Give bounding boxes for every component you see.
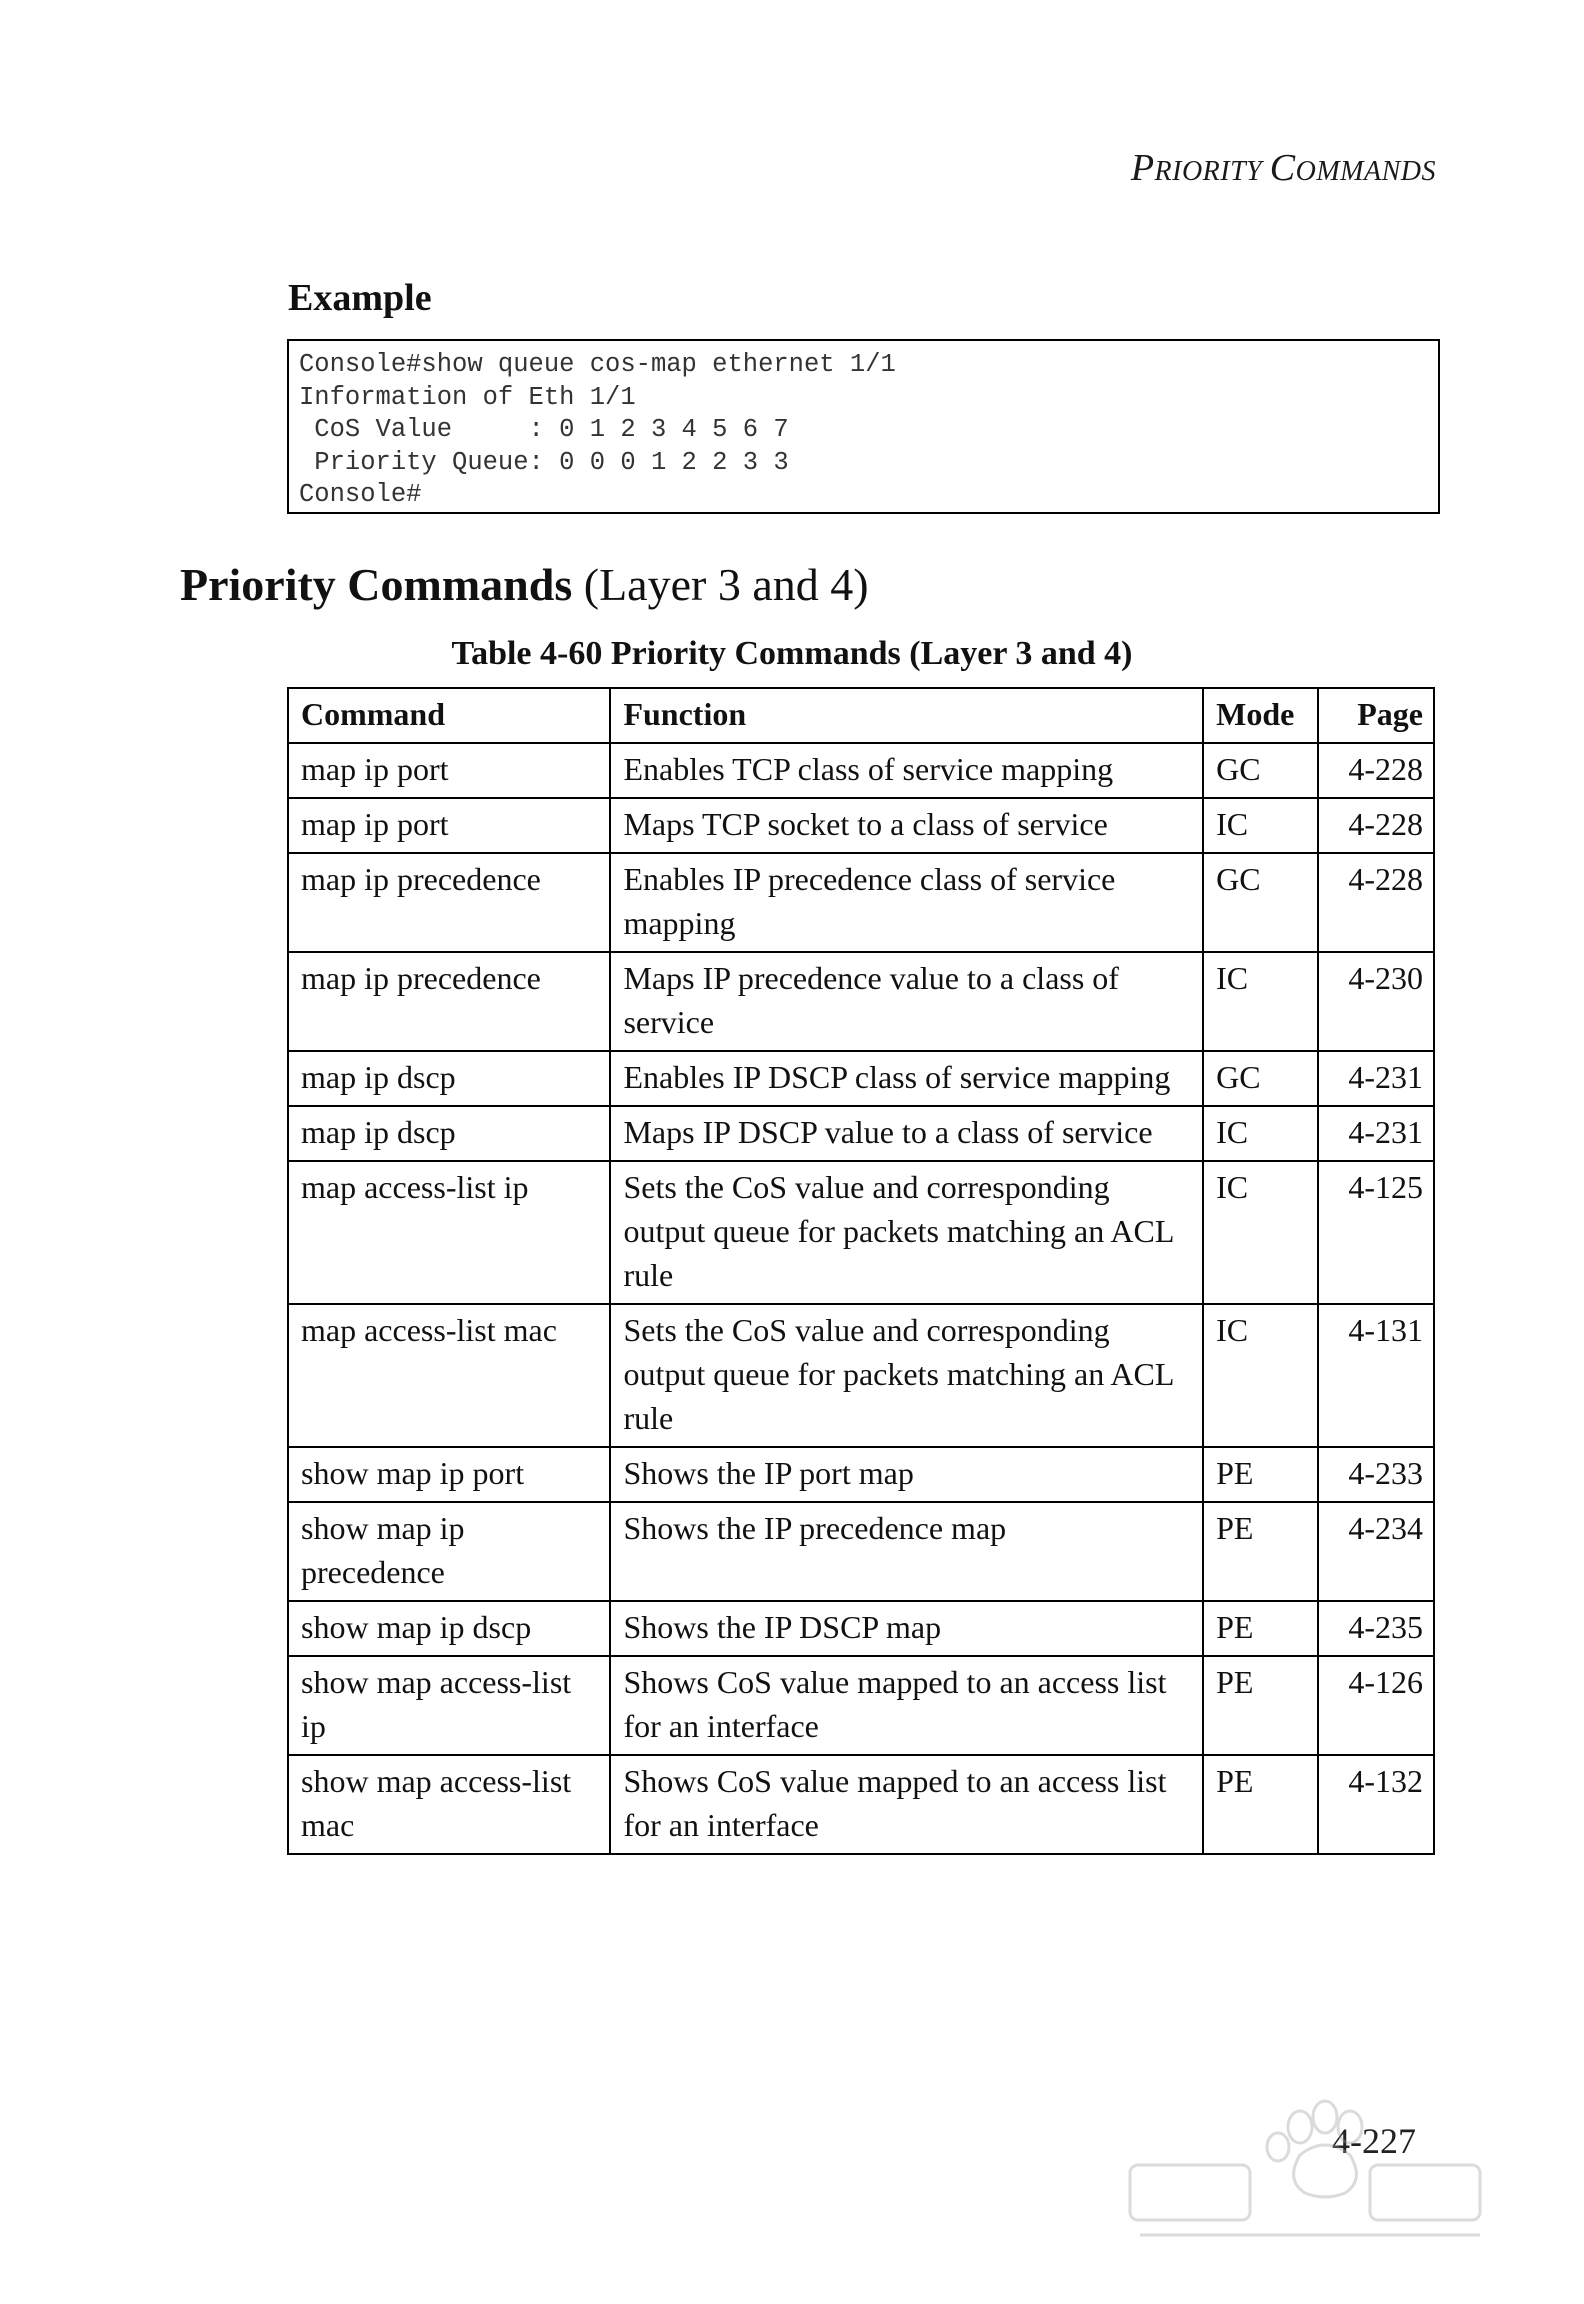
cell-command: map access-list mac — [288, 1304, 610, 1447]
cell-function: Shows CoS value mapped to an access list for an interface — [610, 1656, 1203, 1755]
cell-page: 4-233 — [1318, 1447, 1434, 1502]
cell-page: 4-231 — [1318, 1106, 1434, 1161]
cell-mode: PE — [1203, 1755, 1318, 1854]
table-row — [288, 1755, 1434, 1854]
cell-mode: GC — [1203, 743, 1318, 798]
cell-page: 4-126 — [1318, 1656, 1434, 1755]
code-line: Information of Eth 1/1 — [299, 382, 636, 412]
cell-command: map ip precedence — [288, 952, 610, 1051]
section-heading — [180, 558, 869, 611]
cell-mode: IC — [1203, 1161, 1318, 1304]
section-title: Priority Commands — [180, 559, 573, 610]
code-line: Console# — [299, 480, 422, 509]
cell-command: map ip port — [288, 743, 610, 798]
table-row — [288, 1656, 1434, 1755]
cell-mode: GC — [1203, 853, 1318, 952]
cell-function: Shows CoS value mapped to an access list for an interface — [610, 1755, 1203, 1854]
table-row — [288, 1502, 1434, 1601]
cell-mode: IC — [1203, 952, 1318, 1051]
table-row — [288, 1447, 1434, 1502]
cell-function: Shows the IP DSCP map — [610, 1601, 1203, 1656]
table-row — [288, 1051, 1434, 1106]
cell-mode: IC — [1203, 798, 1318, 853]
cell-function: Maps IP DSCP value to a class of service — [610, 1106, 1203, 1161]
table-row — [288, 952, 1434, 1051]
table-row — [288, 853, 1434, 952]
code-line: Priority Queue: 0 0 0 1 2 2 3 3 — [299, 447, 789, 477]
cell-command: show map access-list ip — [288, 1656, 610, 1755]
cell-function: Sets the CoS value and corresponding output queue for packets matching an ACL rule — [610, 1161, 1203, 1304]
cell-page: 4-235 — [1318, 1601, 1434, 1656]
code-example — [287, 339, 1440, 514]
cell-function: Shows the IP port map — [610, 1447, 1203, 1502]
table-row — [288, 1304, 1434, 1447]
cell-function: Enables TCP class of service mapping — [610, 743, 1203, 798]
cell-page: 4-228 — [1318, 853, 1434, 952]
table-body — [288, 743, 1434, 1854]
priority-commands-table — [287, 687, 1435, 1855]
baidu-watermark-logo — [1120, 2085, 1490, 2255]
cell-command: show map ip precedence — [288, 1502, 610, 1601]
example-heading: Example — [288, 277, 432, 319]
cell-command: map ip dscp — [288, 1051, 610, 1106]
table-row — [288, 1601, 1434, 1656]
cell-function: Shows the IP precedence map — [610, 1502, 1203, 1601]
cell-page: 4-228 — [1318, 743, 1434, 798]
cell-command: show map access-list mac — [288, 1755, 610, 1854]
cell-function: Enables IP precedence class of service mapping — [610, 853, 1203, 952]
cell-mode: PE — [1203, 1502, 1318, 1601]
column-header-mode: Mode — [1203, 688, 1318, 743]
cell-page: 4-230 — [1318, 952, 1434, 1051]
cell-page: 4-228 — [1318, 798, 1434, 853]
cell-mode: IC — [1203, 1106, 1318, 1161]
cell-function: Sets the CoS value and corresponding output queue for packets matching an ACL rule — [610, 1304, 1203, 1447]
cell-page: 4-132 — [1318, 1755, 1434, 1854]
cell-command: map ip port — [288, 798, 610, 853]
code-line: Console#show queue cos-map ethernet 1/1 — [299, 350, 896, 379]
cell-page: 4-231 — [1318, 1051, 1434, 1106]
cell-function: Enables IP DSCP class of service mapping — [610, 1051, 1203, 1106]
table-row — [288, 1161, 1434, 1304]
table-header-row — [288, 688, 1434, 743]
table-row — [288, 743, 1434, 798]
table-row — [288, 1106, 1434, 1161]
code-line: CoS Value : 0 1 2 3 4 5 6 7 — [299, 415, 789, 444]
cell-mode: PE — [1203, 1656, 1318, 1755]
cell-mode: IC — [1203, 1304, 1318, 1447]
column-header-page: Page — [1318, 688, 1434, 743]
cell-command: map access-list ip — [288, 1161, 610, 1304]
cell-command: show map ip port — [288, 1447, 610, 1502]
cell-command: map ip dscp — [288, 1106, 610, 1161]
cell-command: map ip precedence — [288, 853, 610, 952]
cell-page: 4-131 — [1318, 1304, 1434, 1447]
column-header-function: Function — [610, 688, 1203, 743]
cell-function: Maps IP precedence value to a class of service — [610, 952, 1203, 1051]
cell-mode: PE — [1203, 1601, 1318, 1656]
cell-function: Maps TCP socket to a class of service — [610, 798, 1203, 853]
cell-mode: PE — [1203, 1447, 1318, 1502]
cell-page: 4-234 — [1318, 1502, 1434, 1601]
cell-mode: GC — [1203, 1051, 1318, 1106]
section-title-suffix: (Layer 3 and 4) — [572, 559, 869, 610]
running-head: PRIORITY COMMANDS — [1130, 147, 1436, 189]
cell-page: 4-125 — [1318, 1161, 1434, 1304]
column-header-command: Command — [288, 688, 610, 743]
table-caption: Table 4-60 Priority Commands (Layer 3 and 4) — [451, 635, 1133, 672]
cell-command: show map ip dscp — [288, 1601, 610, 1656]
page-number: 4-227 — [1332, 2121, 1416, 2161]
table-row — [288, 798, 1434, 853]
